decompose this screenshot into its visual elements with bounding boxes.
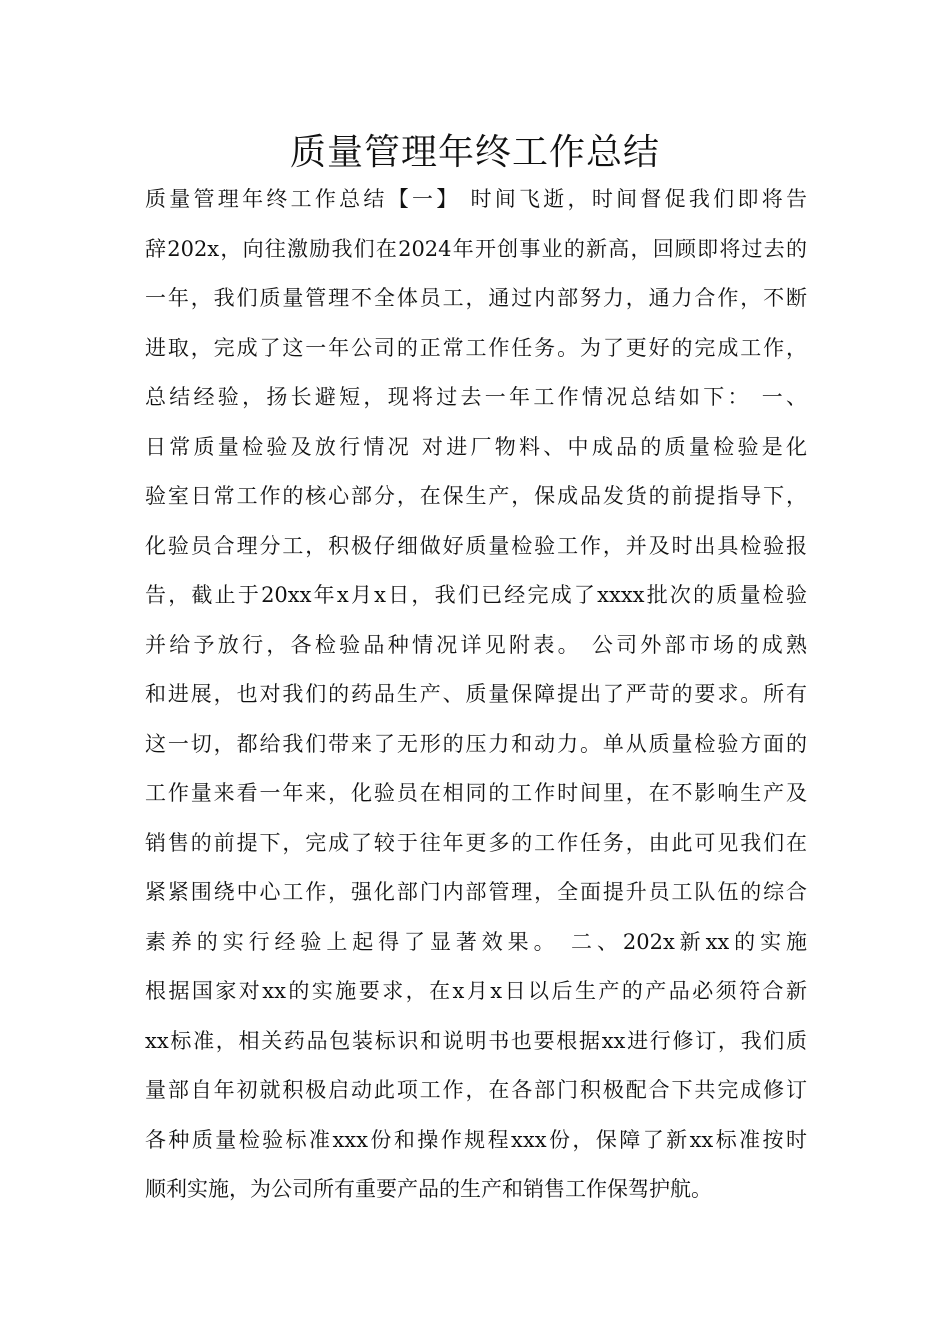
text-line: 顺利实施，为公司所有重要产品的生产和销售工作保驾护航。 (145, 1177, 712, 1201)
text-line: 验室日常工作的核心部分，在保生产，保成品发货的前提指导下， (145, 484, 807, 508)
text-line: 总结经验，扬长避短，现将过去一年工作情况总结如下： 一、 (145, 385, 807, 409)
text-line: 辞202x，向往激励我们在2024年开创事业的新高，回顾即将过去的 (145, 236, 807, 261)
text-line: 一年，我们质量管理不全体员工，通过内部努力，通力合作，不断 (145, 286, 807, 310)
text-line: 素养的实行经验上起得了显著效果。 二、202x新xx的实施 (145, 929, 807, 954)
text-line: 和进展，也对我们的药品生产、质量保障提出了严苛的要求。所有 (145, 682, 807, 706)
document-title: 质量管理年终工作总结 (289, 132, 660, 173)
text-line: 量部自年初就积极启动此项工作，在各部门积极配合下共完成修订 (145, 1078, 807, 1102)
text-line: 并给予放行，各检验品种情况详见附表。 公司外部市场的成熟 (145, 632, 807, 657)
text-line: 这一切，都给我们带来了无形的压力和动力。单从质量检验方面的 (145, 731, 807, 756)
text-line: 工作量来看一年来，化验员在相同的工作时间里，在不影响生产及 (145, 781, 807, 805)
text-line: 化验员合理分工，积极仔细做好质量检验工作，并及时出具检验报 (145, 533, 807, 558)
text-line: 销售的前提下，完成了较于往年更多的工作任务，由此可见我们在 (145, 830, 807, 855)
text-line: 根据国家对xx的实施要求，在x月x日以后生产的产品必须符合新 (145, 979, 807, 1003)
text-line: 各种质量检验标准xxx份和操作规程xxx份，保障了新xx标准按时 (145, 1127, 807, 1152)
document-body (145, 175, 807, 1215)
text-line: xx标准，相关药品包装标识和说明书也要根据xx进行修订，我们质 (145, 1028, 807, 1053)
text-line: 进取，完成了这一年公司的正常工作任务。为了更好的完成工作， (145, 335, 807, 360)
text-line: 日常质量检验及放行情况 对进厂物料、中成品的质量检验是化 (145, 434, 807, 459)
text-line: 质量管理年终工作总结【一】 时间飞逝，时间督促我们即将告 (145, 187, 807, 211)
text-line: 紧紧围绕中心工作，强化部门内部管理，全面提升员工队伍的综合 (145, 880, 807, 904)
text-line: 告，截止于20xx年x月x日，我们已经完成了xxxx批次的质量检验 (145, 583, 807, 607)
